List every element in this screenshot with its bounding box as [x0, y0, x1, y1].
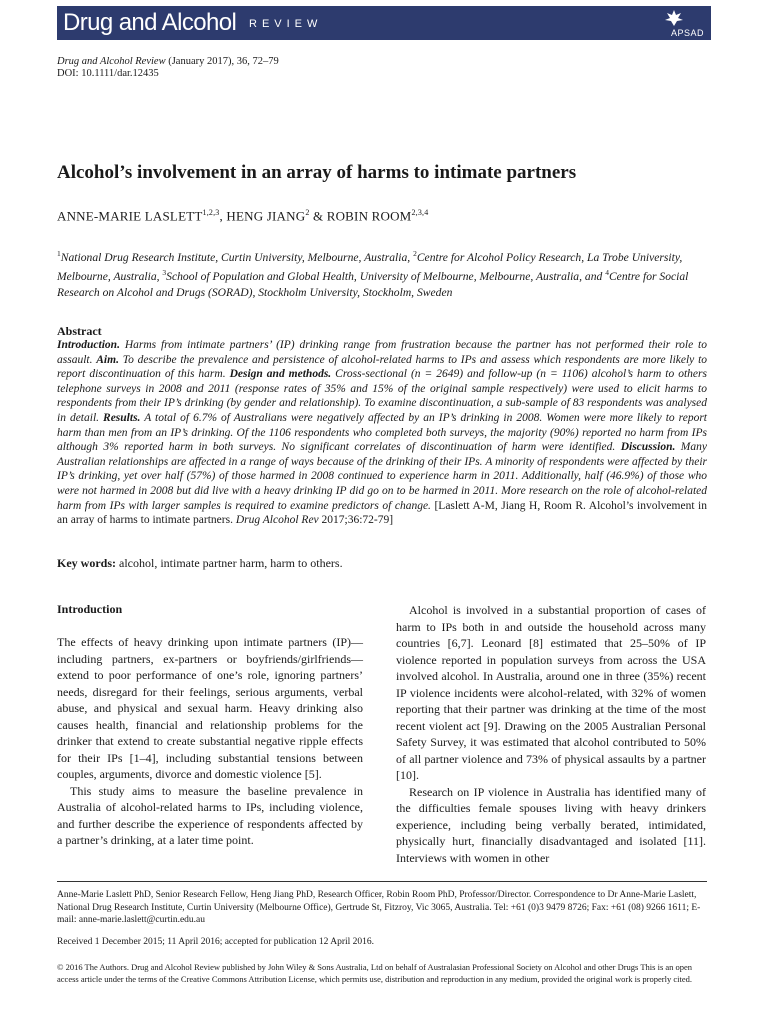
apsad-logo-icon	[663, 9, 685, 27]
affiliation: School of Population and Global Health, University of Melbourne, Melbourne, Australia, and	[166, 270, 606, 284]
abstract-label-results: Results.	[103, 411, 141, 424]
affil-mark: 1	[57, 249, 61, 258]
keywords-label: Key words:	[57, 556, 116, 570]
affiliation: Centre for Alcohol Policy Research, La Trobe University, Melbourne, Australia,	[57, 250, 683, 284]
abstract-text: Many Australian relationships are affected in a range of ways because of the drinking of their IPs. A minority of respondents were affected by their IP’s drinking, yet over half (57%) of those harmed in 2008 continued to experience harm in 2011. Additionally, half (46.9%) of those who were not harmed in 2008 but did live with a heavy drinking IP did go on to be harmed in 2011. More research on the role of alcohol-related harm from IPs with larger samples is required to examine predictors of change.	[57, 441, 707, 512]
affiliation: Centre for Social Research on Alcohol and Drugs (SORAD), Stockholm University, Stockholm, Sweden	[57, 270, 689, 299]
abstract-label-introduction: Introduction.	[57, 339, 120, 351]
affil-mark: 4	[605, 268, 609, 278]
keywords	[57, 556, 343, 571]
author-name: , HENG JIANG	[219, 208, 306, 224]
journal-banner	[57, 6, 711, 40]
citation-journal: Drug and Alcohol Review	[57, 56, 166, 67]
journal-review-label: REVIEW	[249, 18, 323, 30]
author-list	[57, 208, 428, 224]
abstract-label-aim: Aim.	[96, 353, 119, 366]
keywords-text: alcohol, intimate partner harm, harm to others.	[116, 556, 343, 570]
affil-mark: 3	[162, 268, 167, 278]
abstract-text: Cross-sectional (n = 2649) and follow-up (n = 1106) alcohol’s harm to others telephone surveys in 2008 and 2011 (response rates of 35% and 15% of the original sample respectively) were used to elicit harms to respondents from their IP’s drinking (by gender and relationship). To examine discontinuation, a sub-sample of 83 respondents was analysed in detail.	[57, 368, 707, 424]
abstract-body	[57, 338, 707, 528]
author-affil-mark: 1,2,3	[202, 208, 220, 217]
affiliation: National Drug Research Institute, Curtin University, Melbourne, Australia,	[60, 250, 414, 264]
author-affil-mark: 2,3,4	[411, 208, 429, 217]
abstract-text: A total of 6.7% of Australians were negatively affected by an IP’s drinking in 2008. Women were more likely to report harm than men from an IP’s drinking. Of the 1106 respondents who completed both surveys, the majority (90%) reported no harm from IPs although 3% reported harm in both surveys. No significant correlates of discontinuation of harm were identified.	[57, 411, 707, 454]
doi[interactable]: DOI: 10.1111/dar.12435	[57, 68, 159, 79]
affil-mark: 2	[413, 249, 417, 258]
author-affil-mark: 2	[305, 208, 310, 217]
paragraph: The effects of heavy drinking upon intimate partners (IP)—including partners, ex-partners or boyfriends/girlfriends—extend to poor performance of one’s role, ignoring partners’ needs, disregard for their feelings, serious arguments, verbal abuse, and physical and sexual harm. Heavy drinking also causes health, financial and relationship problems for the drinker that extend to create substantial negative ripple effects for their IPs [1–4], including substantial tensions between couples, arguments, divorce and domestic violence [5].	[57, 635, 363, 781]
abstract-citation-end: 2017;36:72-79]	[318, 514, 394, 527]
article-title: Alcohol’s involvement in an array of harms to intimate partners	[57, 162, 577, 183]
publisher-name: APSAD	[670, 28, 704, 38]
author-correspondence-note: Anne-Marie Laslett PhD, Senior Research Fellow, Heng Jiang PhD, Research Officer, Robin Room PhD, Professor/Director. Correspondence to Dr Anne-Marie Laslett, National Drug Research Institute, Curtin University (Melbourne Office), Gertrude St, Fitzroy, Vic 3065, Australia. Tel: +61 (0)3 9479 8726; Fax: +61 (08) 9266 1611; E-mail: anne-marie.laslett@curtin.edu.au	[57, 890, 701, 925]
body-column-left	[57, 634, 363, 849]
citation-meta	[57, 56, 279, 80]
abstract-citation: [Laslett A-M, Jiang H, Room R. Alcohol’s involvement in an array of harms to intimate partners.	[57, 499, 708, 527]
copyright-notice: © 2016 The Authors. Drug and Alcohol Review published by John Wiley & Sons Australia, Ltd on behalf of Australasian Professional Society on Alcohol and other Drugs This is an open access article under the terms of the Creative Commons Attribution License, which permits use, distribution and reproduction in any medium, provided the original work is properly cited.	[57, 962, 693, 984]
author-name: & ROBIN ROOM	[309, 208, 412, 224]
affiliations	[57, 246, 707, 300]
citation-volume: (January 2017), 36, 72–79	[165, 56, 279, 67]
abstract-label-design: Design and methods.	[229, 368, 332, 381]
paragraph: Research on IP violence in Australia has identified many of the difficulties female spouses living with heavy drinkers experience, including being verbally berated, intimidated, physically hurt, financially disadvantaged and isolated [11]. Interviews with women in other	[396, 784, 706, 865]
abstract-citation-journal: Drug Alcohol Rev	[235, 514, 319, 527]
abstract-text: To describe the prevalence and persistence of alcohol-related harms to IPs and assess which respondents are more likely to report discontinuation of this harm.	[57, 353, 708, 381]
section-heading-introduction: Introduction	[57, 602, 123, 616]
body-column-right	[396, 602, 706, 866]
abstract-heading: Abstract	[57, 324, 102, 338]
abstract-label-discussion: Discussion.	[620, 441, 676, 454]
author-name: ANNE-MARIE LASLETT	[57, 208, 203, 224]
journal-name: Drug and Alcohol	[63, 9, 237, 36]
received-dates: Received 1 December 2015; 11 April 2016; accepted for publication 12 April 2016.	[57, 937, 375, 947]
abstract-text: Harms from intimate partners’ (IP) drinking range from frustration because the partner has not performed their role to assault.	[57, 339, 707, 366]
paragraph: Alcohol is involved in a substantial proportion of cases of harm to IPs both in and outside the household across many countries [6,7]. Leonard [8] estimated that 25–50% of IP violence reported in population surveys from across the USA involved alcohol. In Australia, around one in three (35%) recent IP violence incidents were alcohol-related, with 32% of women reporting that their partner was drinking at the time of the most recent violent act [9]. Drawing on the 2005 Australian Personal Safety Survey, it was estimated that alcohol contributed to 50% of all partner violence and 73% of physical assaults by a partner [10].	[396, 603, 706, 782]
footer-divider	[57, 881, 707, 882]
paragraph: This study aims to measure the baseline prevalence in Australia of alcohol-related harms to IPs, including violence, and further describe the experience of respondents affected by a partner’s drinking, at a later time point.	[57, 783, 363, 847]
